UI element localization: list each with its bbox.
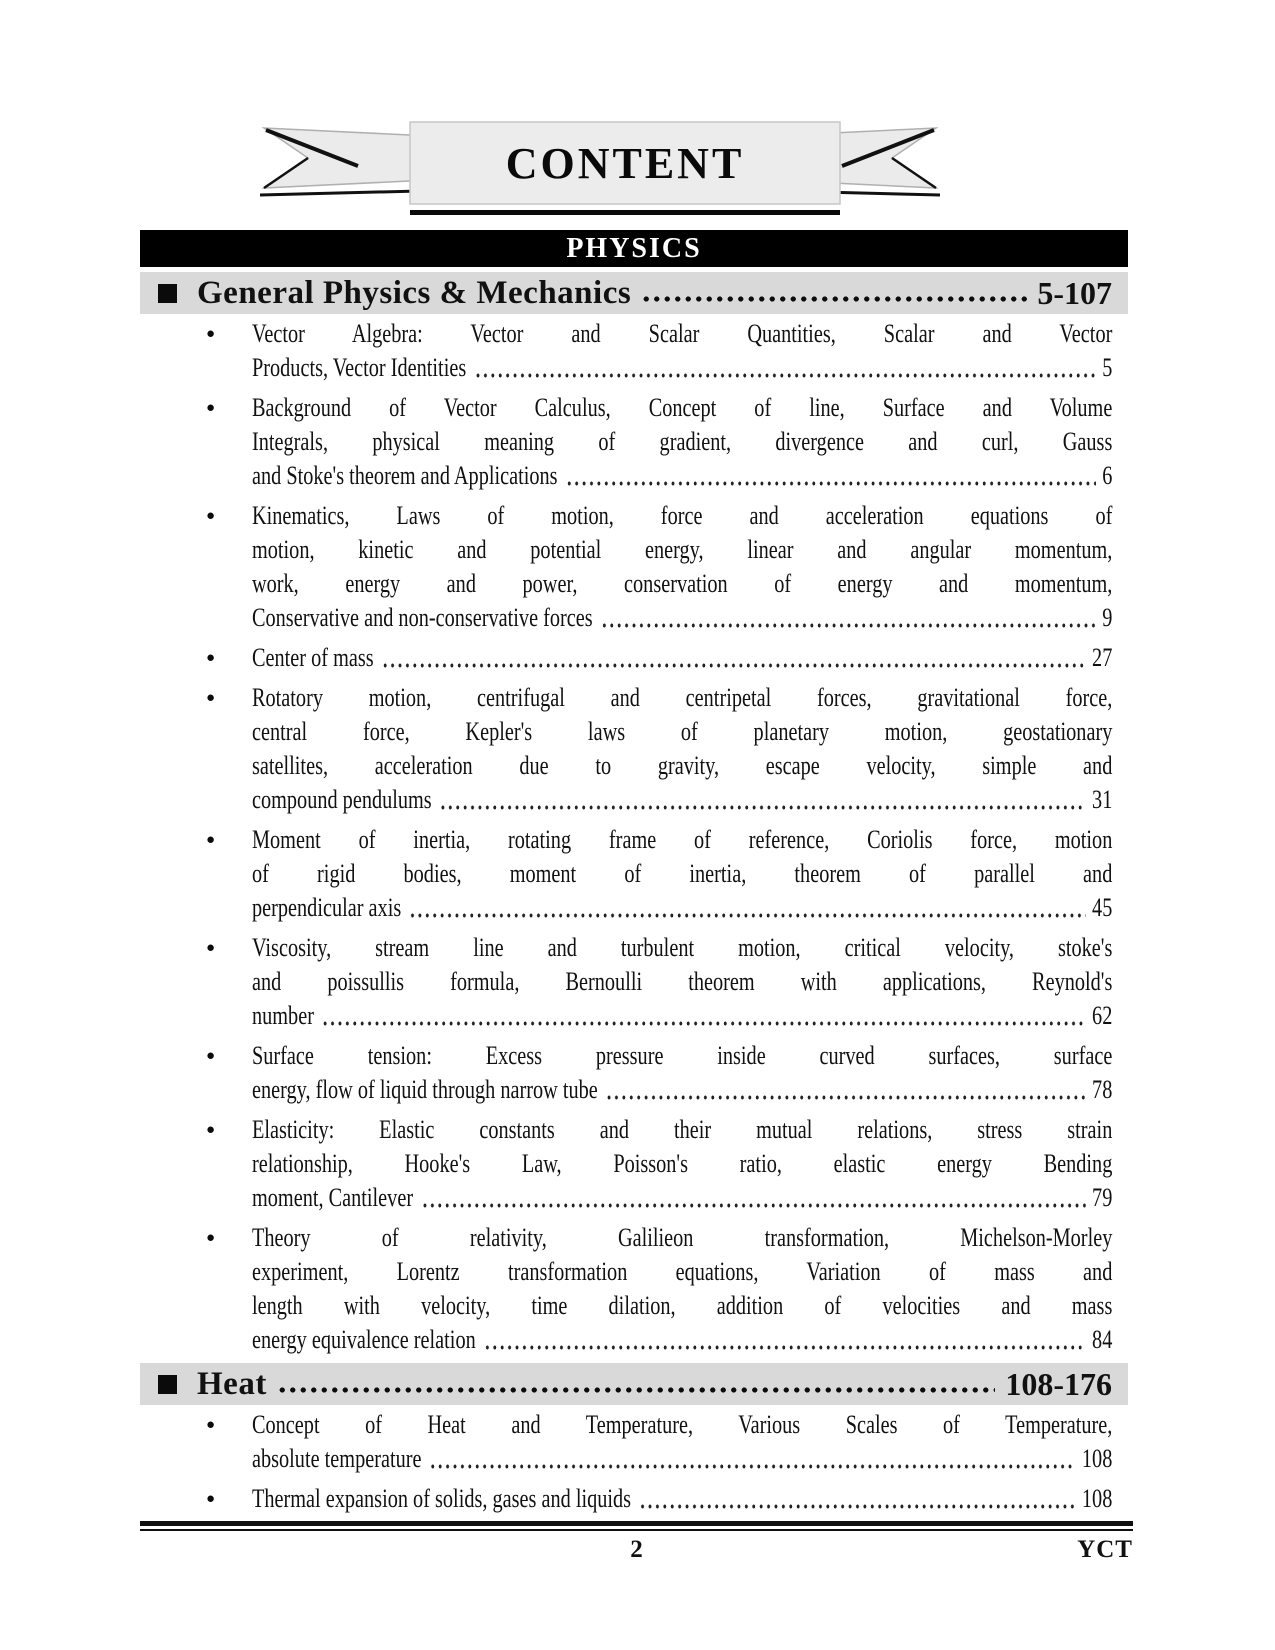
toc-item [140, 499, 1128, 635]
footer [140, 1536, 1133, 1570]
section-title: Heat [197, 1365, 267, 1402]
dot-leader [606, 1095, 1086, 1100]
bullet-column [140, 1482, 252, 1516]
circle-bullet-icon: ● [206, 400, 216, 416]
subject-header: PHYSICS [140, 230, 1128, 267]
toc-entry-line: satellites, acceleration due to gravity, escape velocity, simple and [252, 751, 1113, 780]
toc-entry-inner [252, 391, 1112, 493]
toc-item [140, 931, 1128, 1033]
footer-brand: YCT [1077, 1536, 1133, 1563]
bullet-column [140, 317, 252, 385]
dot-leader [474, 373, 1096, 378]
page-number: 27 [1092, 643, 1113, 672]
toc-entry-line [252, 783, 1112, 817]
square-bullet-icon [158, 284, 177, 303]
toc-entry-inner [252, 641, 1112, 675]
dot-leader [639, 1504, 1076, 1509]
toc-entry-text: moment, Cantilever [252, 1183, 414, 1212]
toc-entry-inner [252, 681, 1112, 817]
toc-entry-line [252, 1482, 1112, 1516]
toc-entry-text: Center of mass [252, 643, 374, 672]
circle-bullet-icon: ● [206, 1048, 216, 1064]
toc-entry-line [252, 1442, 1112, 1476]
toc-item [140, 823, 1128, 925]
circle-bullet-icon: ● [206, 690, 216, 706]
bullet-column [140, 641, 252, 675]
footer-rule-thick [140, 1521, 1133, 1526]
toc-entry [252, 1039, 1128, 1107]
toc-entry-text: Conservative and non-conservative forces [252, 603, 593, 632]
toc-entry-line [252, 351, 1112, 385]
toc-entry [252, 317, 1128, 385]
toc-entry-text: number [252, 1001, 314, 1030]
dot-leader [322, 1021, 1086, 1026]
page-number: 84 [1092, 1325, 1113, 1354]
toc-entry-line [252, 601, 1112, 635]
toc-entry-inner [252, 1221, 1112, 1357]
square-bullet-icon [158, 1375, 177, 1394]
circle-bullet-icon: ● [206, 1230, 216, 1246]
toc-entry-line [252, 459, 1112, 493]
toc-entry-line [252, 999, 1112, 1033]
bullet-column [140, 1408, 252, 1476]
circle-bullet-icon: ● [206, 508, 216, 524]
toc-entry [252, 1408, 1128, 1476]
toc-entry-line: Background of Vector Calculus, Concept of line, Surface and Volume [252, 393, 1113, 422]
toc-entry-line: Elasticity: Elastic constants and their mutual relations, stress strain [252, 1115, 1113, 1144]
toc [140, 272, 1128, 1522]
toc-entry-line: and poissullis formula, Bernoulli theorem with applications, Reynold's [252, 967, 1113, 996]
toc-entry-inner [252, 499, 1112, 635]
circle-bullet-icon: ● [206, 1491, 216, 1507]
toc-item [140, 1408, 1128, 1476]
bullet-column [140, 823, 252, 925]
toc-entry [252, 1482, 1128, 1516]
toc-entry-inner [252, 1039, 1112, 1107]
toc-entry [252, 391, 1128, 493]
toc-entry-text: and Stoke's theorem and Applications [252, 461, 558, 490]
dot-leader [484, 1345, 1086, 1350]
bullet-column [140, 499, 252, 635]
toc-entry-line: Rotatory motion, centrifugal and centripetal forces, gravitational force, [252, 683, 1113, 712]
toc-item [140, 1221, 1128, 1357]
banner-title: CONTENT [505, 139, 745, 188]
toc-entry-line: relationship, Hooke's Law, Poisson's ratio, elastic energy Bending [252, 1149, 1113, 1178]
toc-entry-line: central force, Kepler's laws of planetary motion, geostationary [252, 717, 1113, 746]
toc-entry-line [252, 1323, 1112, 1357]
bullet-column [140, 1221, 252, 1357]
toc-entry-text: absolute temperature [252, 1444, 422, 1473]
bullet-column [140, 681, 252, 817]
page-number: 78 [1092, 1075, 1113, 1104]
toc-entry [252, 499, 1128, 635]
toc-entry-inner [252, 1113, 1112, 1215]
toc-entry-line: work, energy and power, conservation of energy and momentum, [252, 569, 1113, 598]
section-heading [140, 1363, 1128, 1405]
section-title: General Physics & Mechanics [197, 274, 632, 311]
toc-item [140, 1482, 1128, 1516]
toc-entry-inner [252, 931, 1112, 1033]
dot-leader [641, 296, 1027, 302]
toc-item [140, 681, 1128, 817]
toc-item [140, 1039, 1128, 1107]
dot-leader [421, 1203, 1086, 1208]
toc-entry [252, 1221, 1128, 1357]
footer-page-number: 2 [630, 1536, 643, 1563]
toc-entry-line: Viscosity, stream line and turbulent motion, critical velocity, stoke's [252, 933, 1113, 962]
dot-leader [565, 481, 1096, 486]
toc-entry-text: energy equivalence relation [252, 1325, 476, 1354]
dot-leader [381, 663, 1085, 668]
page-number: 5 [1102, 353, 1113, 382]
toc-entry-line [252, 1073, 1112, 1107]
dot-leader [277, 1387, 996, 1393]
page-number: 6 [1102, 461, 1113, 490]
dot-leader [601, 623, 1096, 628]
dot-leader [439, 805, 1085, 810]
dot-leader [409, 913, 1086, 918]
circle-bullet-icon: ● [206, 650, 216, 666]
ribbon-banner-graphic [258, 114, 942, 218]
toc-entry-line: Theory of relativity, Galilieon transformation, Michelson-Morley [252, 1223, 1113, 1252]
toc-entry-line [252, 1181, 1112, 1215]
page-number: 31 [1092, 785, 1113, 814]
toc-entry [252, 1113, 1128, 1215]
toc-entry [252, 641, 1128, 675]
toc-entry [252, 681, 1128, 817]
toc-entry-line: of rigid bodies, moment of inertia, theorem of parallel and [252, 859, 1113, 888]
page-number: 9 [1102, 603, 1113, 632]
toc-entry-inner [252, 823, 1112, 925]
dot-leader [429, 1464, 1075, 1469]
bullet-column [140, 1039, 252, 1107]
circle-bullet-icon: ● [206, 1122, 216, 1138]
bullet-column [140, 391, 252, 493]
banner-underline [410, 210, 840, 215]
toc-item [140, 317, 1128, 385]
toc-entry [252, 823, 1128, 925]
page-number: 108 [1081, 1484, 1113, 1513]
toc-entry-line: Vector Algebra: Vector and Scalar Quantities, Scalar and Vector [252, 319, 1113, 348]
toc-entry-line [252, 641, 1112, 675]
toc-entry-line: Concept of Heat and Temperature, Various Scales of Temperature, [252, 1410, 1113, 1439]
section-page-range: 5-107 [1037, 274, 1112, 311]
circle-bullet-icon: ● [206, 326, 216, 342]
toc-entry-line: length with velocity, time dilation, addition of velocities and mass [252, 1291, 1113, 1320]
footer-rule-thin [140, 1529, 1133, 1531]
toc-entry-line: Moment of inertia, rotating frame of reference, Coriolis force, motion [252, 825, 1113, 854]
toc-entry-inner [252, 1482, 1112, 1516]
section-page-range: 108-176 [1005, 1365, 1112, 1402]
page-number: 45 [1092, 893, 1113, 922]
bullet-column [140, 931, 252, 1033]
toc-entry-text: perpendicular axis [252, 893, 402, 922]
bullet-column [140, 1113, 252, 1215]
page-number: 108 [1081, 1444, 1113, 1473]
toc-entry-line: experiment, Lorentz transformation equations, Variation of mass and [252, 1257, 1113, 1286]
page-number: 79 [1092, 1183, 1113, 1212]
toc-entry-text: Thermal expansion of solids, gases and liquids [252, 1484, 632, 1513]
toc-item [140, 641, 1128, 675]
toc-entry-line: Integrals, physical meaning of gradient, divergence and curl, Gauss [252, 427, 1113, 456]
toc-entry-text: Products, Vector Identities [252, 353, 467, 382]
toc-entry-inner [252, 1408, 1112, 1476]
circle-bullet-icon: ● [206, 940, 216, 956]
toc-entry-text: compound pendulums [252, 785, 432, 814]
toc-entry-line [252, 891, 1112, 925]
toc-entry-line: Surface tension: Excess pressure inside curved surfaces, surface [252, 1041, 1113, 1070]
content-banner [258, 114, 942, 218]
toc-entry-text: energy, flow of liquid through narrow tube [252, 1075, 598, 1104]
toc-entry-inner [252, 317, 1112, 385]
section-heading [140, 272, 1128, 314]
toc-entry-line: motion, kinetic and potential energy, linear and angular momentum, [252, 535, 1113, 564]
page-number: 62 [1092, 1001, 1113, 1030]
toc-item [140, 1113, 1128, 1215]
circle-bullet-icon: ● [206, 1417, 216, 1433]
toc-item [140, 391, 1128, 493]
toc-entry-line: Kinematics, Laws of motion, force and acceleration equations of [252, 501, 1113, 530]
circle-bullet-icon: ● [206, 832, 216, 848]
toc-entry [252, 931, 1128, 1033]
